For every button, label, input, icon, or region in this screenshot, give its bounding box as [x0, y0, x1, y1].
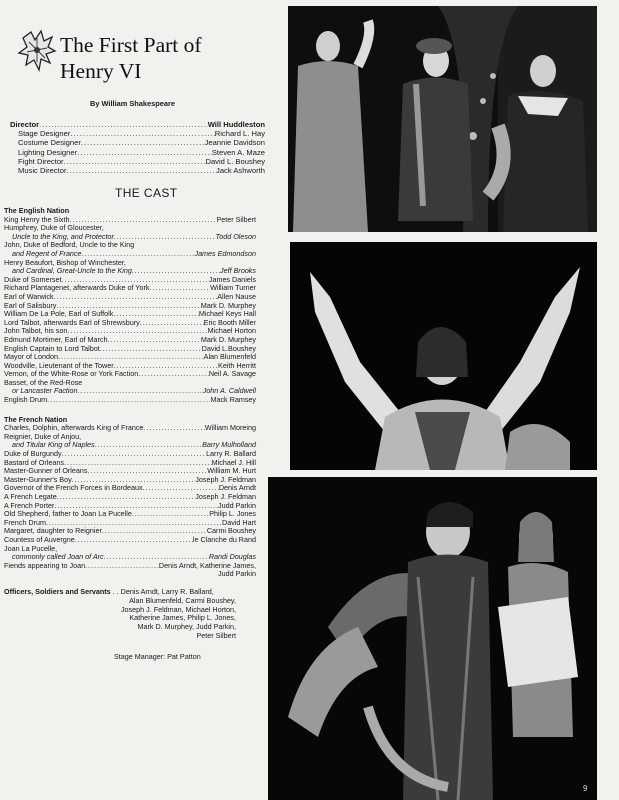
officers-line: Joseph J. Feldman, Michael Horton, — [120, 604, 236, 614]
officers-line: Alan Blumenfeld, Carmi Boushey, — [129, 595, 236, 605]
credit-row — [10, 120, 265, 129]
performer-name: Denis Arndt, Katherine James, — [158, 560, 256, 570]
performer-name: Judd Parkin — [218, 500, 256, 510]
performer-name: Jack Ashworth — [216, 166, 265, 176]
role-name: John, Duke of Bedford, Uncle to the King — [4, 240, 135, 250]
performer-name: Barry Mulholland — [202, 440, 256, 450]
role-name: Mayor of London — [4, 352, 58, 362]
leader-dots — [100, 345, 202, 354]
performer-name: Denis Arndt — [218, 483, 256, 493]
role-name: or Lancaster Faction — [12, 386, 78, 396]
role-name: Richard Plantagenet, afterwards Duke of York — [4, 283, 150, 293]
photo-2-image — [290, 242, 597, 470]
credit-row — [10, 138, 265, 147]
role-name: Costume Designer — [18, 138, 81, 148]
role-name: Duke of Somerset — [4, 274, 62, 284]
role-name: French Drum — [4, 517, 46, 527]
cast-list — [4, 207, 256, 661]
role-name: Old Shepherd, father to Joan La Pucelle — [4, 509, 132, 519]
role-name: Henry Beaufort, Bishop of Winchester, — [4, 257, 126, 267]
performer-name: David L.Boushey — [201, 343, 256, 353]
leader-dots — [54, 293, 218, 302]
production-photo-2 — [290, 242, 597, 470]
leader-dots — [62, 450, 207, 459]
leader-dots — [140, 319, 204, 328]
performer-name: James Daniels — [208, 274, 256, 284]
performer-name: Will Huddleston — [207, 120, 265, 129]
performer-name: William Turner — [210, 283, 256, 293]
role-name: Fiends appearing to Joan — [4, 560, 86, 570]
leader-dots — [138, 370, 209, 379]
role-name: William De La Pole, Earl of Suffolk — [4, 309, 114, 319]
performer-name: Joseph J. Feldman — [195, 474, 256, 484]
performer-name: David L. Boushey — [205, 156, 265, 166]
role-name: Basset, of the Red-Rose — [4, 377, 83, 387]
french-nation-heading: The French Nation — [4, 414, 68, 424]
role-name: Vernon, of the White-Rose or York Faction — [4, 369, 139, 379]
stage-manager-credit: Stage Manager: Pat Patton — [114, 651, 201, 661]
performer-name: David Hart — [222, 517, 256, 527]
performer-name: Larry R. Ballard — [206, 449, 256, 459]
role-name: and Regent of France — [12, 248, 82, 258]
officers-line: Mark D. Murphey, Judd Parkin, — [137, 622, 236, 632]
leader-dots — [39, 120, 208, 129]
leader-dots — [132, 510, 209, 519]
performer-name: Peter Silbert — [216, 214, 256, 224]
role-name: commonly called Joan of Arc — [12, 552, 104, 562]
role-name: Governor of the French Forces in Bordeaux — [4, 483, 143, 493]
leader-dots — [88, 467, 208, 476]
english-nation-heading: The English Nation — [4, 206, 70, 215]
french-cast-list — [4, 424, 256, 579]
play-title — [60, 32, 202, 84]
credit-row — [10, 157, 265, 166]
heraldic-leaf-emblem-icon — [17, 28, 57, 74]
performer-name: Michael Horton — [207, 326, 256, 336]
performer-name: James Edmondson — [194, 248, 256, 258]
performer-name: Philip L. Jones — [209, 509, 256, 519]
production-photo-3 — [268, 477, 597, 800]
officers-section — [4, 588, 256, 641]
performer-name: William M. Hurt — [207, 466, 256, 476]
leader-dots — [57, 493, 196, 502]
leader-dots — [149, 284, 210, 293]
production-photo-1 — [288, 6, 597, 232]
performer-name: Neil A. Savage — [208, 369, 256, 379]
performer-name: Mark D. Murphey — [200, 334, 256, 344]
title-line-1: The First Part of — [60, 33, 202, 57]
role-name: Humphrey, Duke of Gloucester, — [4, 223, 104, 233]
leader-dots — [77, 148, 212, 157]
leader-dots — [70, 129, 214, 138]
role-name: and Cardinal, Great-Uncle to the King — [12, 266, 132, 276]
role-name: Stage Designer — [18, 129, 71, 139]
role-name: English Captain to Lord Talbot — [4, 343, 100, 353]
role-name: Joan La Pucelle, — [4, 543, 58, 553]
performer-name: Randi Douglas — [208, 552, 256, 562]
role-name: Lord Talbot, afterwards Earl of Shrewsbury — [4, 317, 140, 327]
cast-row — [4, 570, 256, 579]
performer-name: Mark D. Murphey — [200, 300, 256, 310]
role-name: Lighting Designer — [18, 147, 78, 157]
performer-name: John A. Caldwell — [202, 386, 256, 396]
officers-line: Katherine James, Philip L. Jones, — [129, 613, 236, 623]
role-name: A French Legate — [4, 492, 57, 501]
role-name: Edmund Mortimer, Earl of March — [4, 334, 108, 344]
officers-first-line: Denis Arndt, Larry R. Ballard, — [120, 586, 214, 596]
credit-row — [10, 129, 265, 138]
author-byline: By William Shakespeare — [90, 99, 175, 108]
credit-row — [10, 148, 265, 157]
role-name: and Titular King of Naples — [12, 440, 95, 450]
performer-name: Allen Nause — [217, 291, 256, 301]
leader-dots — [47, 396, 210, 405]
performer-name: William Moreing — [204, 423, 256, 433]
cast-row — [4, 396, 256, 405]
role-name: Earl of Salisbury — [4, 300, 57, 310]
performer-name: Jeff Brooks — [220, 266, 256, 276]
performer-name: Jeannie Davidson — [204, 138, 265, 148]
role-name: Director — [10, 120, 40, 129]
officers-line: Peter Silbert — [196, 630, 236, 640]
leader-dots — [78, 387, 203, 396]
role-name: Duke of Burgundy — [4, 449, 62, 459]
performer-name: Michael J. Hill — [211, 457, 256, 467]
role-name: Master-Gunner of Orleans — [4, 466, 88, 476]
performer-name: le Clanche du Rand — [192, 534, 256, 544]
english-cast-list — [4, 216, 256, 405]
performer-name: Eric Booth Miller — [203, 317, 256, 327]
officers-names — [4, 597, 256, 641]
role-name: Earl of Warwick — [4, 291, 54, 301]
leader-dots — [85, 562, 159, 571]
performer-name: Judd Parkin — [218, 569, 256, 579]
leader-dots — [64, 157, 206, 166]
leader-dots — [132, 267, 220, 276]
leader-dots — [95, 441, 202, 450]
performer-name: Michael Keys Hall — [198, 309, 256, 319]
performer-name: Alan Blumenfeld — [203, 352, 256, 362]
role-name: Fight Director — [18, 156, 64, 166]
role-name: A French Porter — [4, 500, 55, 510]
role-name: Reignier, Duke of Anjou, — [4, 431, 82, 441]
role-name: Countess of Auvergne — [4, 534, 75, 544]
role-name: Uncle to the King, and Protector — [12, 231, 114, 241]
performer-name: Richard L. Hay — [214, 129, 265, 139]
officers-row: Officers, Soldiers and Servants . . Denis Arndt, Larry R. Ballard, — [4, 586, 214, 596]
photo-3-image — [268, 477, 597, 800]
title-line-2: Henry VI — [60, 59, 142, 83]
performer-name: Steven A. Maze — [211, 147, 265, 157]
leader-dots — [107, 336, 200, 345]
photo-1-image — [288, 6, 597, 232]
leader-dots — [67, 166, 217, 175]
text-column — [0, 0, 285, 800]
role-name: Margaret, daughter to Reignier — [4, 526, 102, 536]
officers-heading: Officers, Soldiers and Servants — [4, 586, 111, 596]
leader-dots — [81, 138, 205, 147]
performer-name: Joseph J. Feldman — [195, 492, 256, 501]
production-credits — [10, 120, 265, 175]
performer-name: Carmi Boushey — [206, 526, 256, 536]
role-name: John Talbot, his son — [4, 326, 68, 336]
performer-name: Mack Ramsey — [210, 395, 256, 405]
role-name: King Henry the Sixth — [4, 214, 70, 224]
leader-dots — [102, 527, 207, 536]
credit-row — [10, 166, 265, 175]
page-number: 9 — [583, 784, 588, 793]
leader-dots — [75, 536, 193, 545]
role-name: Bastard of Orleans — [4, 457, 64, 467]
role-name: Charles, Dolphin, afterwards King of France — [4, 423, 144, 433]
role-name: English Drum — [4, 395, 48, 405]
role-name: Master-Gunner's Boy — [4, 474, 72, 484]
role-name: Woodville, Lieutenant of the Tower — [4, 360, 114, 370]
performer-name: Keith Herritt — [218, 360, 256, 370]
performer-name: Todd Oleson — [215, 231, 256, 241]
role-name: Music Director — [18, 166, 67, 176]
leader-dots — [143, 424, 204, 433]
cast-heading: THE CAST — [115, 186, 178, 200]
